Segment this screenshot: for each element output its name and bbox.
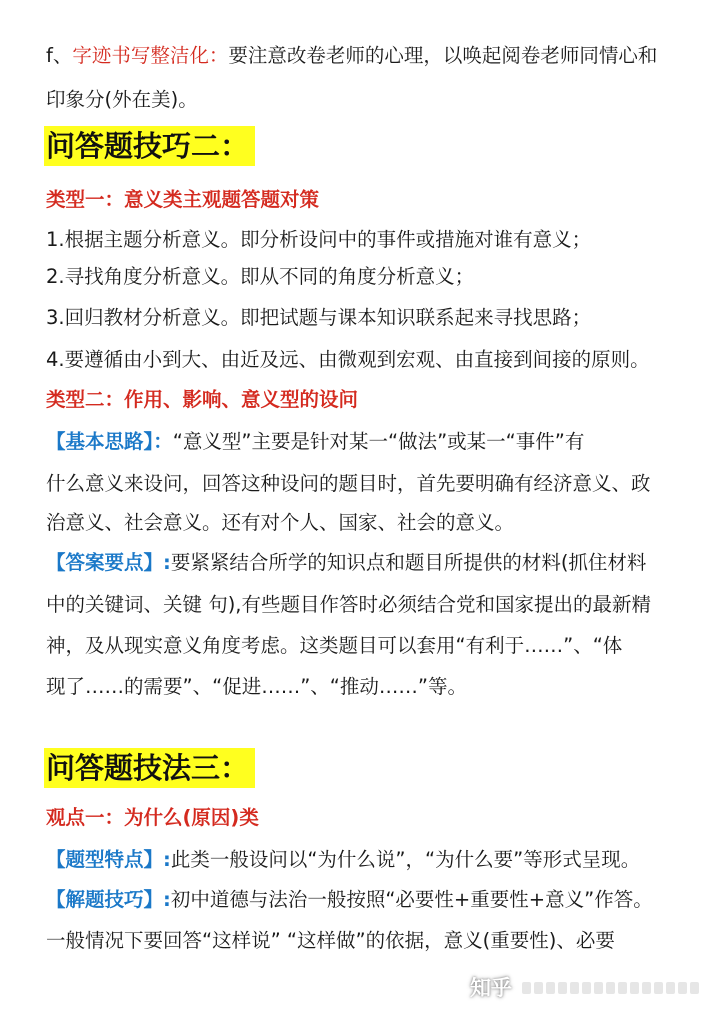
line-f-rest: 要注意改卷老师的心理，以唤起阅卷老师同情心和 <box>228 44 658 67</box>
line-f-prefix: f、 <box>46 44 73 67</box>
feature-line <box>46 846 700 874</box>
type1-title: 类型一：意义类主观题答题对策 <box>46 188 320 211</box>
type2-title: 类型二：作用、影响、意义型的设问 <box>46 388 359 411</box>
zhihu-watermark: 知乎 <box>470 976 512 1000</box>
feature-label: 【题型特点】: <box>46 848 171 871</box>
view1-title: 观点一：为什么(原因)类 <box>46 806 259 829</box>
last-line: 一般情况下要回答“这样说” “这样做”的依据，意义(重要性)、必要 <box>46 929 615 952</box>
line-f <box>46 42 700 70</box>
section2-heading: 问答题技巧二： <box>44 126 255 166</box>
basic-idea-line: 治意义、社会意义。还有对个人、国家、社会的意义。 <box>46 511 515 534</box>
list-item: 2.寻找角度分析意义。即从不同的角度分析意义； <box>46 265 475 288</box>
line-f-highlight: 字迹书写整洁化： <box>72 44 229 67</box>
list-item: 1.根据主题分析意义。即分析设问中的事件或措施对谁有意义； <box>46 228 592 251</box>
answer-points-line: 中的关键词、关键 句),有些题目作答时必须结合党和国家提出的最新精 <box>46 593 652 616</box>
basic-idea-text: “意义型”主要是针对某一“做法”或某一“事件”有 <box>172 430 585 453</box>
tips-text: 初中道德与法治一般按照“必要性+重要性+意义”作答。 <box>170 888 653 911</box>
tips-label: 【解题技巧】: <box>46 888 171 911</box>
answer-points-label: 【答案要点】: <box>46 551 171 574</box>
answer-points-line: 现了……的需要”、“促进……”、“推动……”等。 <box>46 675 468 698</box>
feature-text: 此类一般设问以“为什么说”，“为什么要”等形式呈现。 <box>170 848 641 871</box>
basic-idea-line <box>46 428 700 456</box>
basic-idea-line: 什么意义来设问，回答这种设问的题目时，首先要明确有经济意义、政 <box>46 472 651 495</box>
answer-points-text: 要紧紧结合所学的知识点和题目所提供的材料(抓住材料 <box>170 551 647 574</box>
watermark-username-mask <box>522 982 699 994</box>
tips-line <box>46 886 700 914</box>
section3-heading: 问答题技法三： <box>44 748 255 788</box>
answer-points-line: 神，及从现实意义角度考虑。这类题目可以套用“有利于……”、“体 <box>46 634 623 657</box>
answer-points-line <box>46 549 700 577</box>
list-item: 4.要遵循由小到大、由近及远、由微观到宏观、由直接到间接的原则。 <box>46 348 650 371</box>
list-item: 3.回归教材分析意义。即把试题与课本知识联系起来寻找思路； <box>46 306 592 329</box>
line-f-cont: 印象分(外在美)。 <box>46 88 198 111</box>
basic-idea-label: 【基本思路】： <box>46 430 173 453</box>
